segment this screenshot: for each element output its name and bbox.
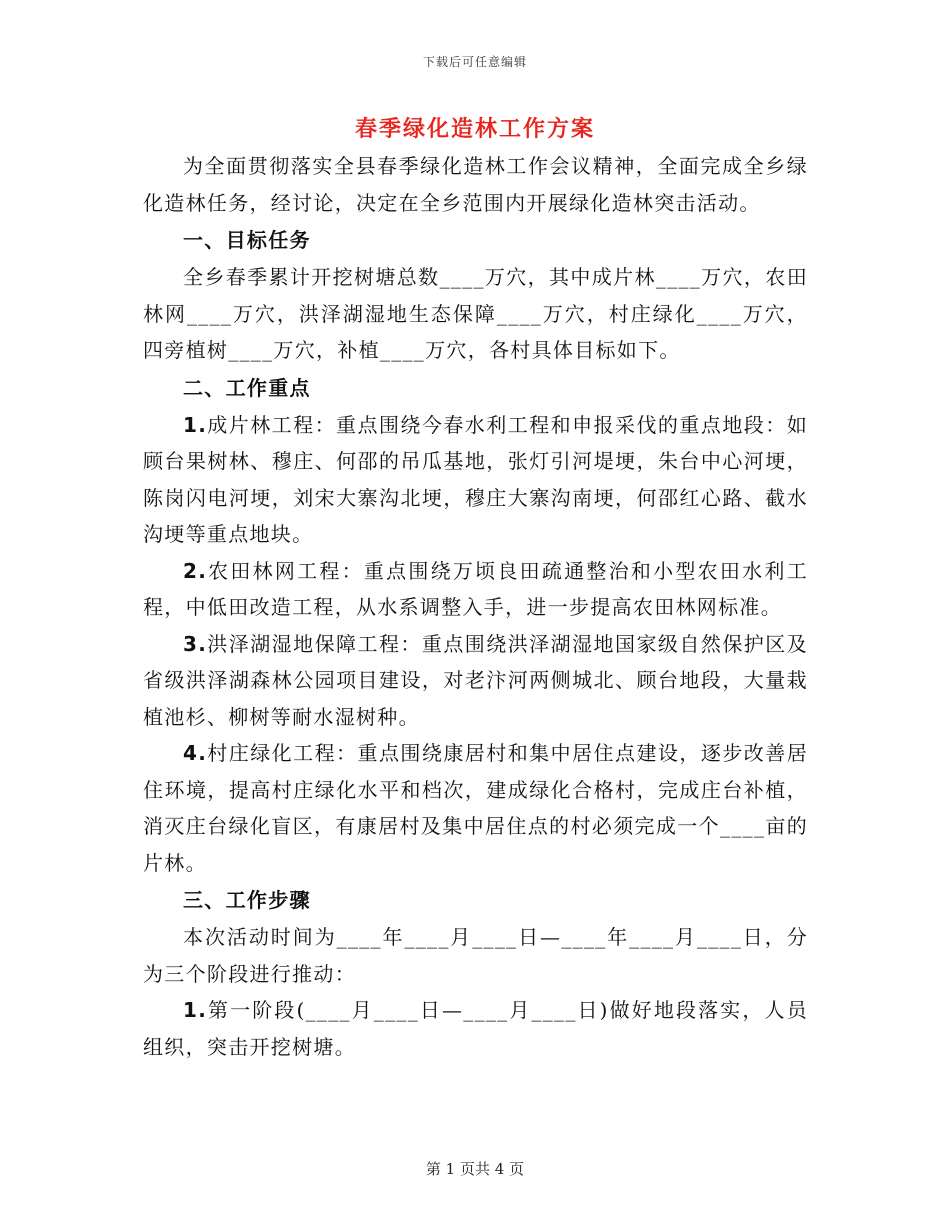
focus-item-2: 2.农田林网工程：重点围绕万顷良田疏通整治和小型农田水利工程，中低田改造工程，从水系调整入手，进一步提高农田林网标准。 xyxy=(143,558,808,619)
header-note: 下载后可任意编辑 xyxy=(422,55,527,69)
steps-paragraph: 本次活动时间为____年____月____日—____年____月____日，分为三个阶段进行推动： xyxy=(143,925,808,986)
document-body xyxy=(143,148,808,1065)
page-footer: 第 1 页共 4 页 xyxy=(425,1160,525,1178)
intro-paragraph: 为全面贯彻落实全县春季绿化造林工作会议精神，全面完成全乡绿化造林任务，经讨论，决定在全乡范围内开展绿化造林突击活动。 xyxy=(143,154,808,215)
focus-item-3: 3.洪泽湖湿地保障工程：重点围绕洪泽湖湿地国家级自然保护区及省级洪泽湖森林公园项目建设，对老汴河两侧城北、顾台地段，大量栽植池杉、柳树等耐水湿树种。 xyxy=(143,631,808,729)
item-number: 2. xyxy=(183,558,208,583)
item-number: 1. xyxy=(183,412,208,437)
goals-paragraph: 全乡春季累计开挖树塘总数____万穴，其中成片林____万穴，农田林网____万穴，洪泽湖湿地生态保障____万穴，村庄绿化____万穴，四旁植树____万穴，补植____万穴，各村具体目标如下。 xyxy=(143,265,808,362)
section-heading-goals: 一、目标任务 xyxy=(183,228,311,252)
focus-item-4: 4.村庄绿化工程：重点围绕康居村和集中居住点建设，逐步改善居住环境，提高村庄绿化水平和档次，建成绿化合格村，完成庄台补植，消灭庄台绿化盲区，有康居村及集中居住点的村必须完成一个____亩的片林。 xyxy=(143,741,808,875)
section-heading-steps: 三、工作步骤 xyxy=(183,888,311,912)
item-number: 4. xyxy=(183,741,208,765)
document-title: 春季绿化造林工作方案 xyxy=(354,116,595,142)
step-item-1: 1.第一阶段(____月____日—____月____日)做好地段落实，人员组织，突击开挖树塘。 xyxy=(143,998,808,1059)
item-number: 1. xyxy=(183,998,208,1022)
focus-item-1: 1.成片林工程：重点围绕今春水利工程和申报采伐的重点地段：如顾台果树林、穆庄、何邵的吊瓜基地，张灯引河堤埂，朱台中心河埂，陈岗闪电河埂，刘宋大寨沟北埂，穆庄大寨沟南埂，何邵红心路、截水沟埂等重点地块。 xyxy=(143,412,808,546)
item-number: 3. xyxy=(183,631,208,656)
section-heading-focus: 二、工作重点 xyxy=(183,375,311,400)
